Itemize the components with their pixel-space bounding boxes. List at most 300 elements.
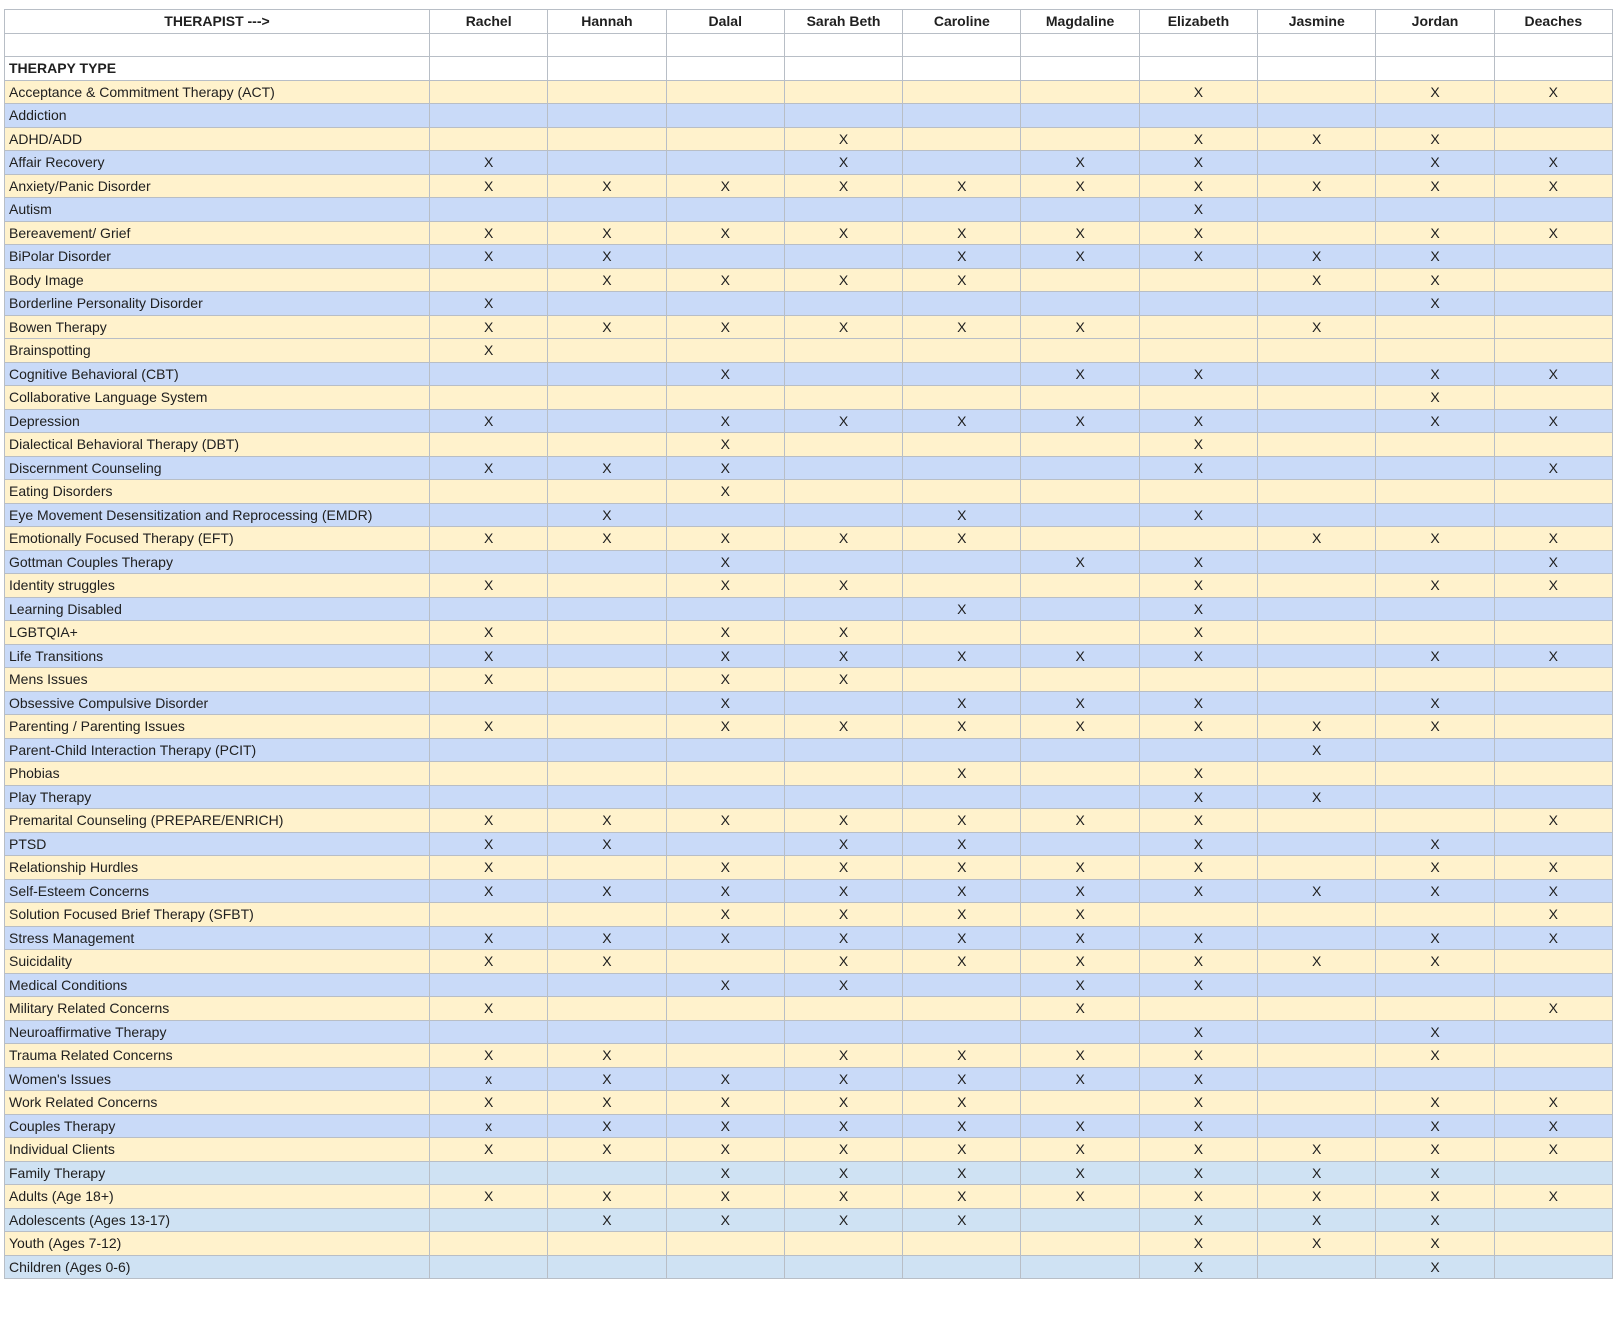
mark-cell[interactable] [666,292,784,316]
mark-cell[interactable]: X [548,1138,666,1162]
mark-cell[interactable] [430,550,548,574]
mark-cell[interactable]: X [430,856,548,880]
mark-cell[interactable] [1021,832,1139,856]
mark-cell[interactable]: X [666,268,784,292]
mark-cell[interactable]: X [666,691,784,715]
mark-cell[interactable] [1021,386,1139,410]
mark-cell[interactable] [1021,1255,1139,1279]
mark-cell[interactable]: X [548,174,666,198]
mark-cell[interactable] [1258,668,1376,692]
mark-cell[interactable]: X [1021,174,1139,198]
therapy-type-cell[interactable]: ADHD/ADD [5,127,430,151]
mark-cell[interactable]: X [1139,621,1257,645]
mark-cell[interactable] [1494,668,1612,692]
mark-cell[interactable]: X [903,1114,1021,1138]
mark-cell[interactable] [1258,644,1376,668]
mark-cell[interactable] [666,127,784,151]
mark-cell[interactable]: X [666,1138,784,1162]
mark-cell[interactable]: X [1494,1091,1612,1115]
mark-cell[interactable] [548,104,666,128]
mark-cell[interactable]: X [1139,1161,1257,1185]
mark-cell[interactable]: X [1139,1067,1257,1091]
mark-cell[interactable]: X [1139,362,1257,386]
therapy-type-cell[interactable]: Phobias [5,762,430,786]
mark-cell[interactable]: X [548,809,666,833]
mark-cell[interactable] [666,762,784,786]
mark-cell[interactable] [1258,903,1376,927]
mark-cell[interactable] [548,127,666,151]
mark-cell[interactable]: X [784,973,902,997]
mark-cell[interactable]: X [548,879,666,903]
mark-cell[interactable]: X [1376,926,1494,950]
mark-cell[interactable] [666,386,784,410]
mark-cell[interactable]: X [430,1091,548,1115]
mark-cell[interactable]: X [1139,1044,1257,1068]
mark-cell[interactable]: X [1494,574,1612,598]
mark-cell[interactable] [1139,527,1257,551]
mark-cell[interactable] [430,268,548,292]
mark-cell[interactable]: X [1258,715,1376,739]
mark-cell[interactable]: X [1258,1138,1376,1162]
mark-cell[interactable]: X [784,221,902,245]
mark-cell[interactable] [903,292,1021,316]
mark-cell[interactable] [1021,1091,1139,1115]
mark-cell[interactable]: X [430,644,548,668]
mark-cell[interactable]: X [430,715,548,739]
mark-cell[interactable]: X [666,644,784,668]
mark-cell[interactable]: X [903,245,1021,269]
mark-cell[interactable]: X [1376,1020,1494,1044]
mark-cell[interactable] [903,550,1021,574]
therapy-type-cell[interactable]: Addiction [5,104,430,128]
mark-cell[interactable]: X [430,997,548,1021]
mark-cell[interactable]: X [1376,409,1494,433]
blank-cell[interactable] [784,33,902,57]
mark-cell[interactable] [1494,738,1612,762]
mark-cell[interactable] [548,550,666,574]
mark-cell[interactable]: X [1258,127,1376,151]
mark-cell[interactable]: X [1139,762,1257,786]
mark-cell[interactable] [903,198,1021,222]
mark-cell[interactable] [548,785,666,809]
blank-cell[interactable] [1494,57,1612,81]
mark-cell[interactable] [1494,950,1612,974]
mark-cell[interactable] [903,386,1021,410]
mark-cell[interactable] [1258,1255,1376,1279]
mark-cell[interactable] [1376,903,1494,927]
mark-cell[interactable]: X [1376,1161,1494,1185]
therapy-type-cell[interactable]: Body Image [5,268,430,292]
mark-cell[interactable] [430,362,548,386]
mark-cell[interactable]: X [1494,527,1612,551]
mark-cell[interactable] [1494,1255,1612,1279]
mark-cell[interactable] [784,456,902,480]
mark-cell[interactable]: X [903,174,1021,198]
therapist-header[interactable]: Sarah Beth [784,10,902,34]
mark-cell[interactable]: X [1139,691,1257,715]
mark-cell[interactable] [1139,386,1257,410]
mark-cell[interactable] [430,80,548,104]
mark-cell[interactable] [548,362,666,386]
blank-cell[interactable] [1494,33,1612,57]
mark-cell[interactable]: X [1139,1138,1257,1162]
mark-cell[interactable]: X [430,621,548,645]
blank-cell[interactable] [430,57,548,81]
mark-cell[interactable]: X [1139,715,1257,739]
mark-cell[interactable] [1139,315,1257,339]
mark-cell[interactable] [430,785,548,809]
mark-cell[interactable] [1376,738,1494,762]
mark-cell[interactable] [666,1232,784,1256]
mark-cell[interactable] [903,456,1021,480]
mark-cell[interactable] [903,1020,1021,1044]
mark-cell[interactable]: X [1021,997,1139,1021]
mark-cell[interactable] [903,339,1021,363]
therapy-type-cell[interactable]: Bowen Therapy [5,315,430,339]
therapy-type-cell[interactable]: Learning Disabled [5,597,430,621]
mark-cell[interactable]: X [1376,1208,1494,1232]
mark-cell[interactable]: X [1021,973,1139,997]
blank-cell[interactable] [1258,57,1376,81]
mark-cell[interactable]: X [1376,386,1494,410]
mark-cell[interactable]: X [784,926,902,950]
mark-cell[interactable] [1139,292,1257,316]
mark-cell[interactable] [1258,1067,1376,1091]
mark-cell[interactable]: X [666,1185,784,1209]
mark-cell[interactable]: X [903,809,1021,833]
mark-cell[interactable] [784,1020,902,1044]
therapy-type-cell[interactable]: Parenting / Parenting Issues [5,715,430,739]
therapy-type-cell[interactable]: Self-Esteem Concerns [5,879,430,903]
mark-cell[interactable]: X [784,644,902,668]
mark-cell[interactable]: x [430,1067,548,1091]
mark-cell[interactable]: X [548,1044,666,1068]
mark-cell[interactable] [1494,245,1612,269]
mark-cell[interactable]: x [430,1114,548,1138]
mark-cell[interactable]: X [1376,362,1494,386]
mark-cell[interactable]: X [430,950,548,974]
mark-cell[interactable]: X [903,856,1021,880]
therapy-type-cell[interactable]: Relationship Hurdles [5,856,430,880]
mark-cell[interactable]: X [430,339,548,363]
mark-cell[interactable]: X [1139,1185,1257,1209]
mark-cell[interactable] [666,80,784,104]
mark-cell[interactable] [784,386,902,410]
mark-cell[interactable] [1258,856,1376,880]
mark-cell[interactable]: X [1021,1138,1139,1162]
mark-cell[interactable]: X [1139,198,1257,222]
therapy-type-cell[interactable]: Borderline Personality Disorder [5,292,430,316]
mark-cell[interactable] [1258,597,1376,621]
mark-cell[interactable]: X [430,174,548,198]
therapy-type-cell[interactable]: Eye Movement Desensitization and Reprocessing (EMDR) [5,503,430,527]
therapy-type-cell[interactable]: PTSD [5,832,430,856]
blank-cell[interactable] [1258,33,1376,57]
mark-cell[interactable] [784,480,902,504]
mark-cell[interactable] [430,597,548,621]
mark-cell[interactable]: X [1376,527,1494,551]
mark-cell[interactable]: X [784,809,902,833]
mark-cell[interactable]: X [666,879,784,903]
mark-cell[interactable] [666,1044,784,1068]
mark-cell[interactable]: X [784,1138,902,1162]
mark-cell[interactable] [666,1020,784,1044]
mark-cell[interactable] [1258,1020,1376,1044]
mark-cell[interactable] [1494,503,1612,527]
mark-cell[interactable]: X [1139,879,1257,903]
mark-cell[interactable] [1258,409,1376,433]
mark-cell[interactable]: X [1021,550,1139,574]
mark-cell[interactable]: X [1139,644,1257,668]
mark-cell[interactable]: X [1139,950,1257,974]
mark-cell[interactable]: X [903,715,1021,739]
mark-cell[interactable]: X [903,268,1021,292]
mark-cell[interactable] [1021,339,1139,363]
mark-cell[interactable] [1021,198,1139,222]
mark-cell[interactable] [1258,926,1376,950]
mark-cell[interactable]: X [903,926,1021,950]
mark-cell[interactable] [1494,104,1612,128]
mark-cell[interactable]: X [903,221,1021,245]
mark-cell[interactable]: X [1021,409,1139,433]
mark-cell[interactable]: X [903,644,1021,668]
mark-cell[interactable] [666,785,784,809]
mark-cell[interactable] [1494,1067,1612,1091]
mark-cell[interactable] [548,409,666,433]
mark-cell[interactable] [784,339,902,363]
mark-cell[interactable]: X [1494,1114,1612,1138]
mark-cell[interactable]: X [1139,1255,1257,1279]
mark-cell[interactable]: X [1021,856,1139,880]
mark-cell[interactable]: X [666,527,784,551]
mark-cell[interactable] [1258,973,1376,997]
mark-cell[interactable] [903,80,1021,104]
mark-cell[interactable]: X [1139,550,1257,574]
mark-cell[interactable]: X [1258,1161,1376,1185]
mark-cell[interactable]: X [1021,691,1139,715]
therapy-type-heading[interactable]: THERAPY TYPE [5,57,430,81]
mark-cell[interactable]: X [1494,151,1612,175]
mark-cell[interactable] [903,997,1021,1021]
mark-cell[interactable]: X [1139,127,1257,151]
mark-cell[interactable] [784,245,902,269]
mark-cell[interactable] [784,1232,902,1256]
mark-cell[interactable]: X [666,1091,784,1115]
therapy-type-cell[interactable]: BiPolar Disorder [5,245,430,269]
therapy-type-cell[interactable]: Emotionally Focused Therapy (EFT) [5,527,430,551]
mark-cell[interactable]: X [548,1185,666,1209]
mark-cell[interactable]: X [1139,1208,1257,1232]
mark-cell[interactable]: X [1494,1185,1612,1209]
therapist-header[interactable]: Deaches [1494,10,1612,34]
mark-cell[interactable]: X [903,1091,1021,1115]
mark-cell[interactable]: X [430,879,548,903]
mark-cell[interactable] [1376,785,1494,809]
blank-cell[interactable] [784,57,902,81]
mark-cell[interactable]: X [1376,1138,1494,1162]
mark-cell[interactable]: X [1139,456,1257,480]
mark-cell[interactable] [903,738,1021,762]
mark-cell[interactable] [548,80,666,104]
mark-cell[interactable] [666,1255,784,1279]
mark-cell[interactable] [548,292,666,316]
mark-cell[interactable] [1376,104,1494,128]
mark-cell[interactable] [430,1232,548,1256]
mark-cell[interactable]: X [784,832,902,856]
mark-cell[interactable]: X [903,409,1021,433]
mark-cell[interactable]: X [666,480,784,504]
mark-cell[interactable] [784,80,902,104]
mark-cell[interactable]: X [903,315,1021,339]
mark-cell[interactable]: X [430,668,548,692]
mark-cell[interactable] [1376,997,1494,1021]
mark-cell[interactable] [666,738,784,762]
mark-cell[interactable] [903,480,1021,504]
mark-cell[interactable]: X [1376,127,1494,151]
blank-cell[interactable] [548,33,666,57]
mark-cell[interactable] [1376,198,1494,222]
mark-cell[interactable] [1376,315,1494,339]
mark-cell[interactable]: X [1021,1067,1139,1091]
blank-cell[interactable] [1376,33,1494,57]
mark-cell[interactable]: X [1376,832,1494,856]
mark-cell[interactable]: X [1376,292,1494,316]
mark-cell[interactable] [1494,1208,1612,1232]
mark-cell[interactable] [1258,362,1376,386]
therapy-type-cell[interactable]: Eating Disorders [5,480,430,504]
mark-cell[interactable] [1139,104,1257,128]
mark-cell[interactable]: X [548,1067,666,1091]
mark-cell[interactable]: X [1258,738,1376,762]
mark-cell[interactable]: X [784,1091,902,1115]
blank-cell[interactable] [1139,57,1257,81]
mark-cell[interactable]: X [1376,1044,1494,1068]
mark-cell[interactable]: X [548,221,666,245]
mark-cell[interactable] [666,198,784,222]
mark-cell[interactable]: X [548,245,666,269]
mark-cell[interactable]: X [1494,80,1612,104]
mark-cell[interactable]: X [1021,950,1139,974]
mark-cell[interactable]: X [666,621,784,645]
mark-cell[interactable]: X [784,1161,902,1185]
mark-cell[interactable] [903,127,1021,151]
mark-cell[interactable]: X [1021,245,1139,269]
mark-cell[interactable]: X [1258,174,1376,198]
mark-cell[interactable]: X [1376,151,1494,175]
blank-cell[interactable] [1376,57,1494,81]
mark-cell[interactable]: X [784,715,902,739]
mark-cell[interactable] [1139,339,1257,363]
mark-cell[interactable]: X [1258,245,1376,269]
mark-cell[interactable]: X [1139,1114,1257,1138]
therapy-type-cell[interactable]: Autism [5,198,430,222]
mark-cell[interactable] [784,785,902,809]
mark-cell[interactable]: X [1258,1232,1376,1256]
mark-cell[interactable] [1021,127,1139,151]
mark-cell[interactable]: X [666,174,784,198]
therapy-type-cell[interactable]: Medical Conditions [5,973,430,997]
mark-cell[interactable] [1376,1067,1494,1091]
mark-cell[interactable] [548,762,666,786]
mark-cell[interactable] [1494,785,1612,809]
mark-cell[interactable]: X [903,1067,1021,1091]
mark-cell[interactable] [1376,809,1494,833]
mark-cell[interactable]: X [1139,574,1257,598]
mark-cell[interactable] [666,151,784,175]
mark-cell[interactable]: X [1376,715,1494,739]
mark-cell[interactable] [1494,1232,1612,1256]
mark-cell[interactable]: X [903,950,1021,974]
mark-cell[interactable]: X [666,926,784,950]
mark-cell[interactable]: X [1258,950,1376,974]
therapy-type-cell[interactable]: Stress Management [5,926,430,950]
mark-cell[interactable] [1021,80,1139,104]
therapist-header[interactable]: Hannah [548,10,666,34]
mark-cell[interactable] [1021,268,1139,292]
mark-cell[interactable]: X [666,362,784,386]
mark-cell[interactable]: X [666,574,784,598]
mark-cell[interactable]: X [1139,832,1257,856]
mark-cell[interactable] [548,644,666,668]
mark-cell[interactable] [784,550,902,574]
mark-cell[interactable] [903,362,1021,386]
mark-cell[interactable] [1021,433,1139,457]
mark-cell[interactable]: X [1021,1161,1139,1185]
mark-cell[interactable] [1021,621,1139,645]
mark-cell[interactable] [1376,973,1494,997]
mark-cell[interactable] [1376,339,1494,363]
mark-cell[interactable] [1021,738,1139,762]
mark-cell[interactable]: X [1494,1138,1612,1162]
mark-cell[interactable]: X [784,315,902,339]
therapy-type-cell[interactable]: Depression [5,409,430,433]
mark-cell[interactable] [1258,832,1376,856]
mark-cell[interactable]: X [1376,80,1494,104]
mark-cell[interactable]: X [784,668,902,692]
mark-cell[interactable] [1494,1020,1612,1044]
therapy-type-cell[interactable]: Parent-Child Interaction Therapy (PCIT) [5,738,430,762]
mark-cell[interactable] [1258,621,1376,645]
mark-cell[interactable] [1021,1232,1139,1256]
mark-cell[interactable] [1258,339,1376,363]
blank-cell[interactable] [1021,33,1139,57]
mark-cell[interactable]: X [1139,1020,1257,1044]
mark-cell[interactable]: X [1021,903,1139,927]
mark-cell[interactable] [903,973,1021,997]
mark-cell[interactable] [903,433,1021,457]
mark-cell[interactable] [548,597,666,621]
blank-cell[interactable] [1021,57,1139,81]
mark-cell[interactable]: X [784,574,902,598]
mark-cell[interactable] [548,151,666,175]
mark-cell[interactable] [548,574,666,598]
mark-cell[interactable]: X [1494,644,1612,668]
mark-cell[interactable]: X [1021,221,1139,245]
mark-cell[interactable]: X [430,1044,548,1068]
therapy-type-cell[interactable]: Cognitive Behavioral (CBT) [5,362,430,386]
mark-cell[interactable]: X [784,1208,902,1232]
therapy-type-cell[interactable]: Anxiety/Panic Disorder [5,174,430,198]
mark-cell[interactable]: X [666,1161,784,1185]
mark-cell[interactable] [1494,1161,1612,1185]
therapist-header[interactable]: Magdaline [1021,10,1139,34]
mark-cell[interactable] [430,738,548,762]
mark-cell[interactable]: X [1021,879,1139,903]
mark-cell[interactable] [1021,104,1139,128]
mark-cell[interactable] [1021,1020,1139,1044]
mark-cell[interactable] [1494,292,1612,316]
mark-cell[interactable]: X [1021,315,1139,339]
